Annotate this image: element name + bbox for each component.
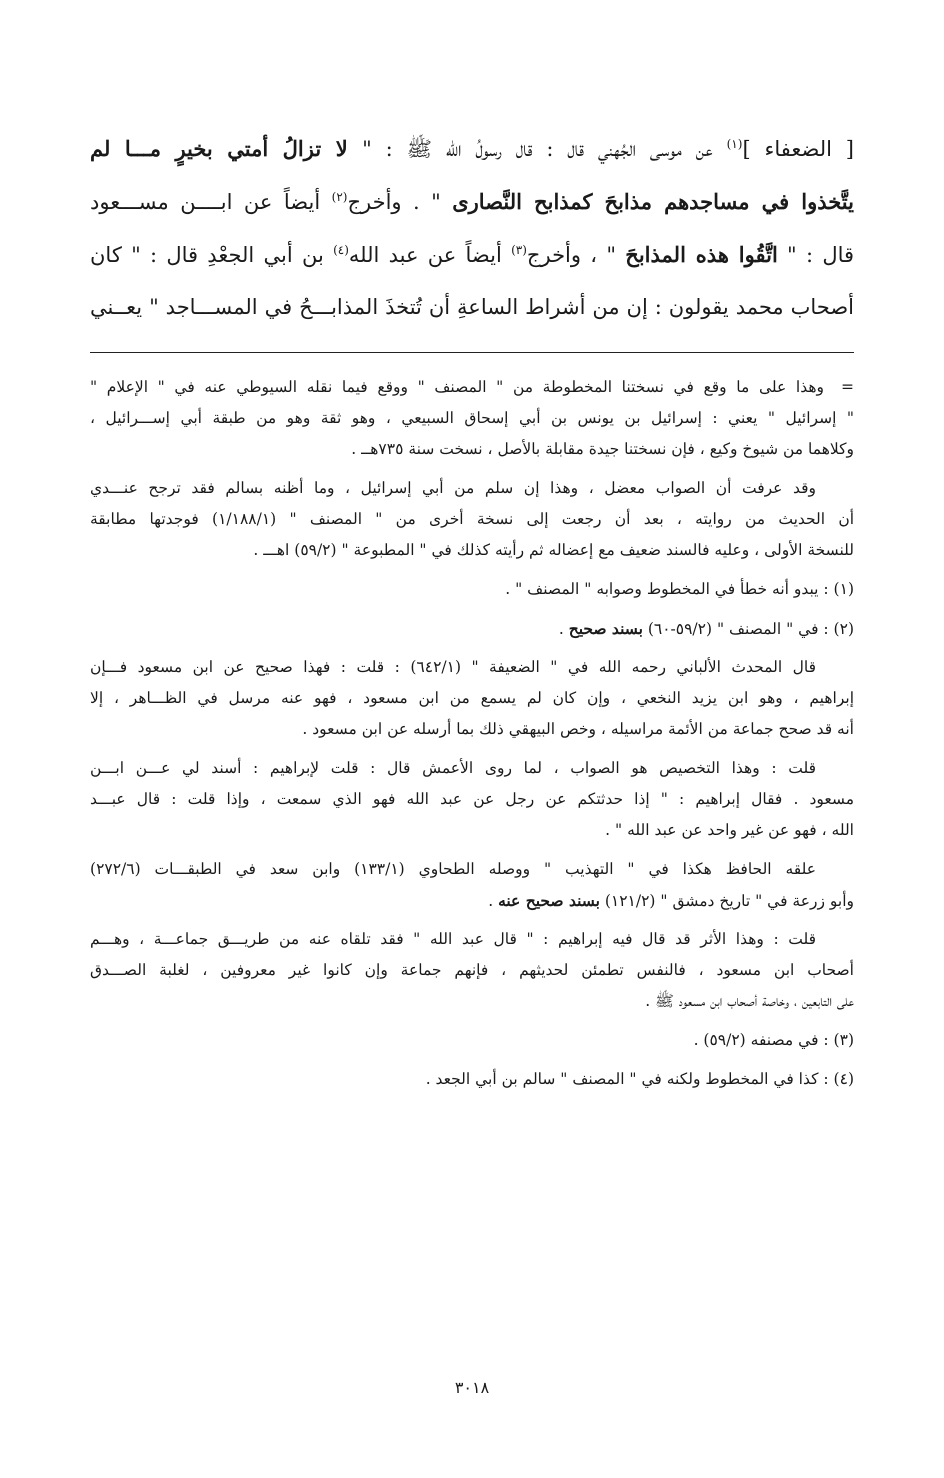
hadith-text-bold: لا تزالُ أمتي بخيرٍ مـــا لم <box>90 136 363 161</box>
footnote-ref-3: (٣) <box>511 243 527 257</box>
footnote-line: للنسخة الأولى ، وعليه فالسند ضعيف مع إعضاله ثم رأيته كذلك في " المطبوعة " (٥٩/٢) اهـــ . <box>253 541 854 559</box>
main-text-line-1 <box>90 122 854 175</box>
footnote-line: الله ، فهو عن غير واحد عن عبد الله " . <box>605 821 854 839</box>
text-fragment: وهذا على ما وقع في نسختنا المخطوطة من " المصنف " ووقع فيما نقله السيوطي عنه في " الإعلام " <box>90 378 824 396</box>
grading-bold: بسند صحيح عنه <box>498 891 600 910</box>
footnote-line: على التابعين ، وخاصة أصحاب ابن مسعود ﷺ . <box>645 992 854 1010</box>
footnote-line: أن الحديث من روايته ، بعد أن رجعت إلى نسخة أخرى من " المصنف " (١/١٨٨/١) فوجدتها مطابقة <box>90 510 854 528</box>
footnote-line: وقد عرفت أن الصواب معضل ، وهذا إن سلم من أبي إسرائيل ، وما أظنه بسالم فقد ترجح عنـــدي <box>90 479 816 497</box>
footnote-2 <box>90 613 854 644</box>
footnote-line <box>90 613 854 644</box>
continuation-marker: = <box>841 378 854 396</box>
footnote-line: علقه الحافظ هكذا في " التهذيب " ووصله الطحاوي (١٣٣/١) وابن سعد في الطبقـــات (٢٧٢/٦) <box>90 860 817 878</box>
main-text-line-2 <box>90 175 854 228</box>
footnote-line: أصحاب ابن مسعود ، فالنفس تطمئن لحديثهم ، فإنهم جماعة وإن كانوا غير معروفين ، لغلبة الصـــدق <box>90 961 854 979</box>
footnote-line: (٤) : كذا في المخطوط ولكنه في " المصنف " سالم بن أبي الجعد . <box>425 1070 854 1088</box>
text-fragment: عن موسى الجُهني قال : قال رسولُ الله ﷺ : " <box>362 137 727 161</box>
footnote-paragraph <box>90 652 854 745</box>
footnote-line: " إسرائيل " يعني : إسرائيل بن يونس بن أبي إسحاق السبيعي ، وهو ثقة وهو من طبقة أبي إســـرائيل ، <box>90 409 854 427</box>
footnote-line: أنه قد صحح جماعة من الأئمة مراسيله ، وخص البيهقي ذلك بما أرسله عن ابن مسعود . <box>302 720 854 738</box>
footnote-line: (١) : يبدو أنه خطأ في المخطوط وصوابه " المصنف " . <box>505 580 854 598</box>
footnote-ref-2: (٢) <box>331 190 348 204</box>
footnote-1 <box>90 574 854 605</box>
footnote-3 <box>90 1025 854 1056</box>
text-fragment: . <box>488 892 499 910</box>
footnote-4 <box>90 1064 854 1095</box>
text-fragment: (٢) : في " المصنف " (٥٩/٢-٦٠) <box>642 620 854 638</box>
text-fragment: وأبو زرعة في " تاريخ دمشق " (١٢١/٢) <box>599 892 854 910</box>
footnote-line: (٣) : في مصنفه (٥٩/٢) . <box>693 1031 854 1049</box>
grading-bold: بسند صحيح <box>568 619 643 638</box>
footnote-line: مسعود . فقال إبراهيم : " إذا حدثتكم عن رجل عن عبد الله فهو الذي سمعت ، وإذا قلت : قال عبـــد <box>90 790 854 808</box>
text-fragment: " . وأخرج <box>347 190 453 214</box>
footnote-line: قلت : وهذا الأثر قد قال فيه إبراهيم : " قال عبد الله " فقد تلقاه عنه من طريـــق جماعـــة ، وهـــم <box>90 930 816 948</box>
footnote-continuation <box>90 372 854 465</box>
text-fragment: [ الضعفاء ] <box>742 137 854 161</box>
footnote-line: قال المحدث الألباني رحمه الله في " الضعيفة " (٦٤٢/١) : قلت : فهذا صحيح عن ابن مسعود فـــإن <box>90 658 816 676</box>
footnote-divider <box>90 352 854 353</box>
main-text <box>90 122 854 334</box>
footnote-paragraph <box>90 924 854 1017</box>
footnote-line: قلت : وهذا التخصيص هو الصواب ، لما روى الأعمش قال : قلت لإبراهيم : أسند لي عـــن ابـــن <box>90 759 816 777</box>
footnote-line <box>90 372 854 403</box>
footnote-line: وكلاهما من شيوخ وكيع ، فإن نسختنا جيدة مقابلة بالأصل ، نسخت سنة ٧٣٥هــ . <box>351 440 854 458</box>
footnote-ref-4: (٤) <box>333 243 349 257</box>
text-fragment: أيضاً عن ابــــن مســـعود <box>90 190 332 214</box>
text-fragment: أيضاً عن عبد الله <box>348 243 512 267</box>
main-text-line-4: أصحاب محمد يقولون : إن من أشراط الساعةِ أن تُتخذَ المذابـــحُ في المســـاجد " يعــني <box>90 295 854 319</box>
text-fragment: " ، وأخرج <box>526 243 626 267</box>
hadith-text-bold: يتَّخذوا في مساجدهم مذابحَ كمذابح النَّصارى <box>452 189 854 214</box>
footnote-line: إبراهيم ، وهو ابن يزيد النخعي ، وإن كان لم يسمع من ابن مسعود ، فهو عنه مرسل في الظـــاهر ، إلا <box>90 689 854 707</box>
footnote-paragraph <box>90 753 854 846</box>
main-text-line-3 <box>90 228 854 281</box>
text-fragment: . <box>558 620 569 638</box>
footnote-paragraph <box>90 473 854 566</box>
footnote-paragraph <box>90 854 854 916</box>
footnotes <box>90 372 854 1103</box>
page-number: ٣٠١٨ <box>454 1378 490 1397</box>
footnote-line <box>90 885 854 916</box>
footnote-ref-1: (١) <box>726 137 743 151</box>
hadith-text-bold: اتَّقُوا هذه المذابحَ <box>625 242 778 267</box>
text-fragment: قال : " <box>777 243 854 267</box>
text-fragment: بن أبي الجعْدِ قال : " كان <box>90 243 334 267</box>
